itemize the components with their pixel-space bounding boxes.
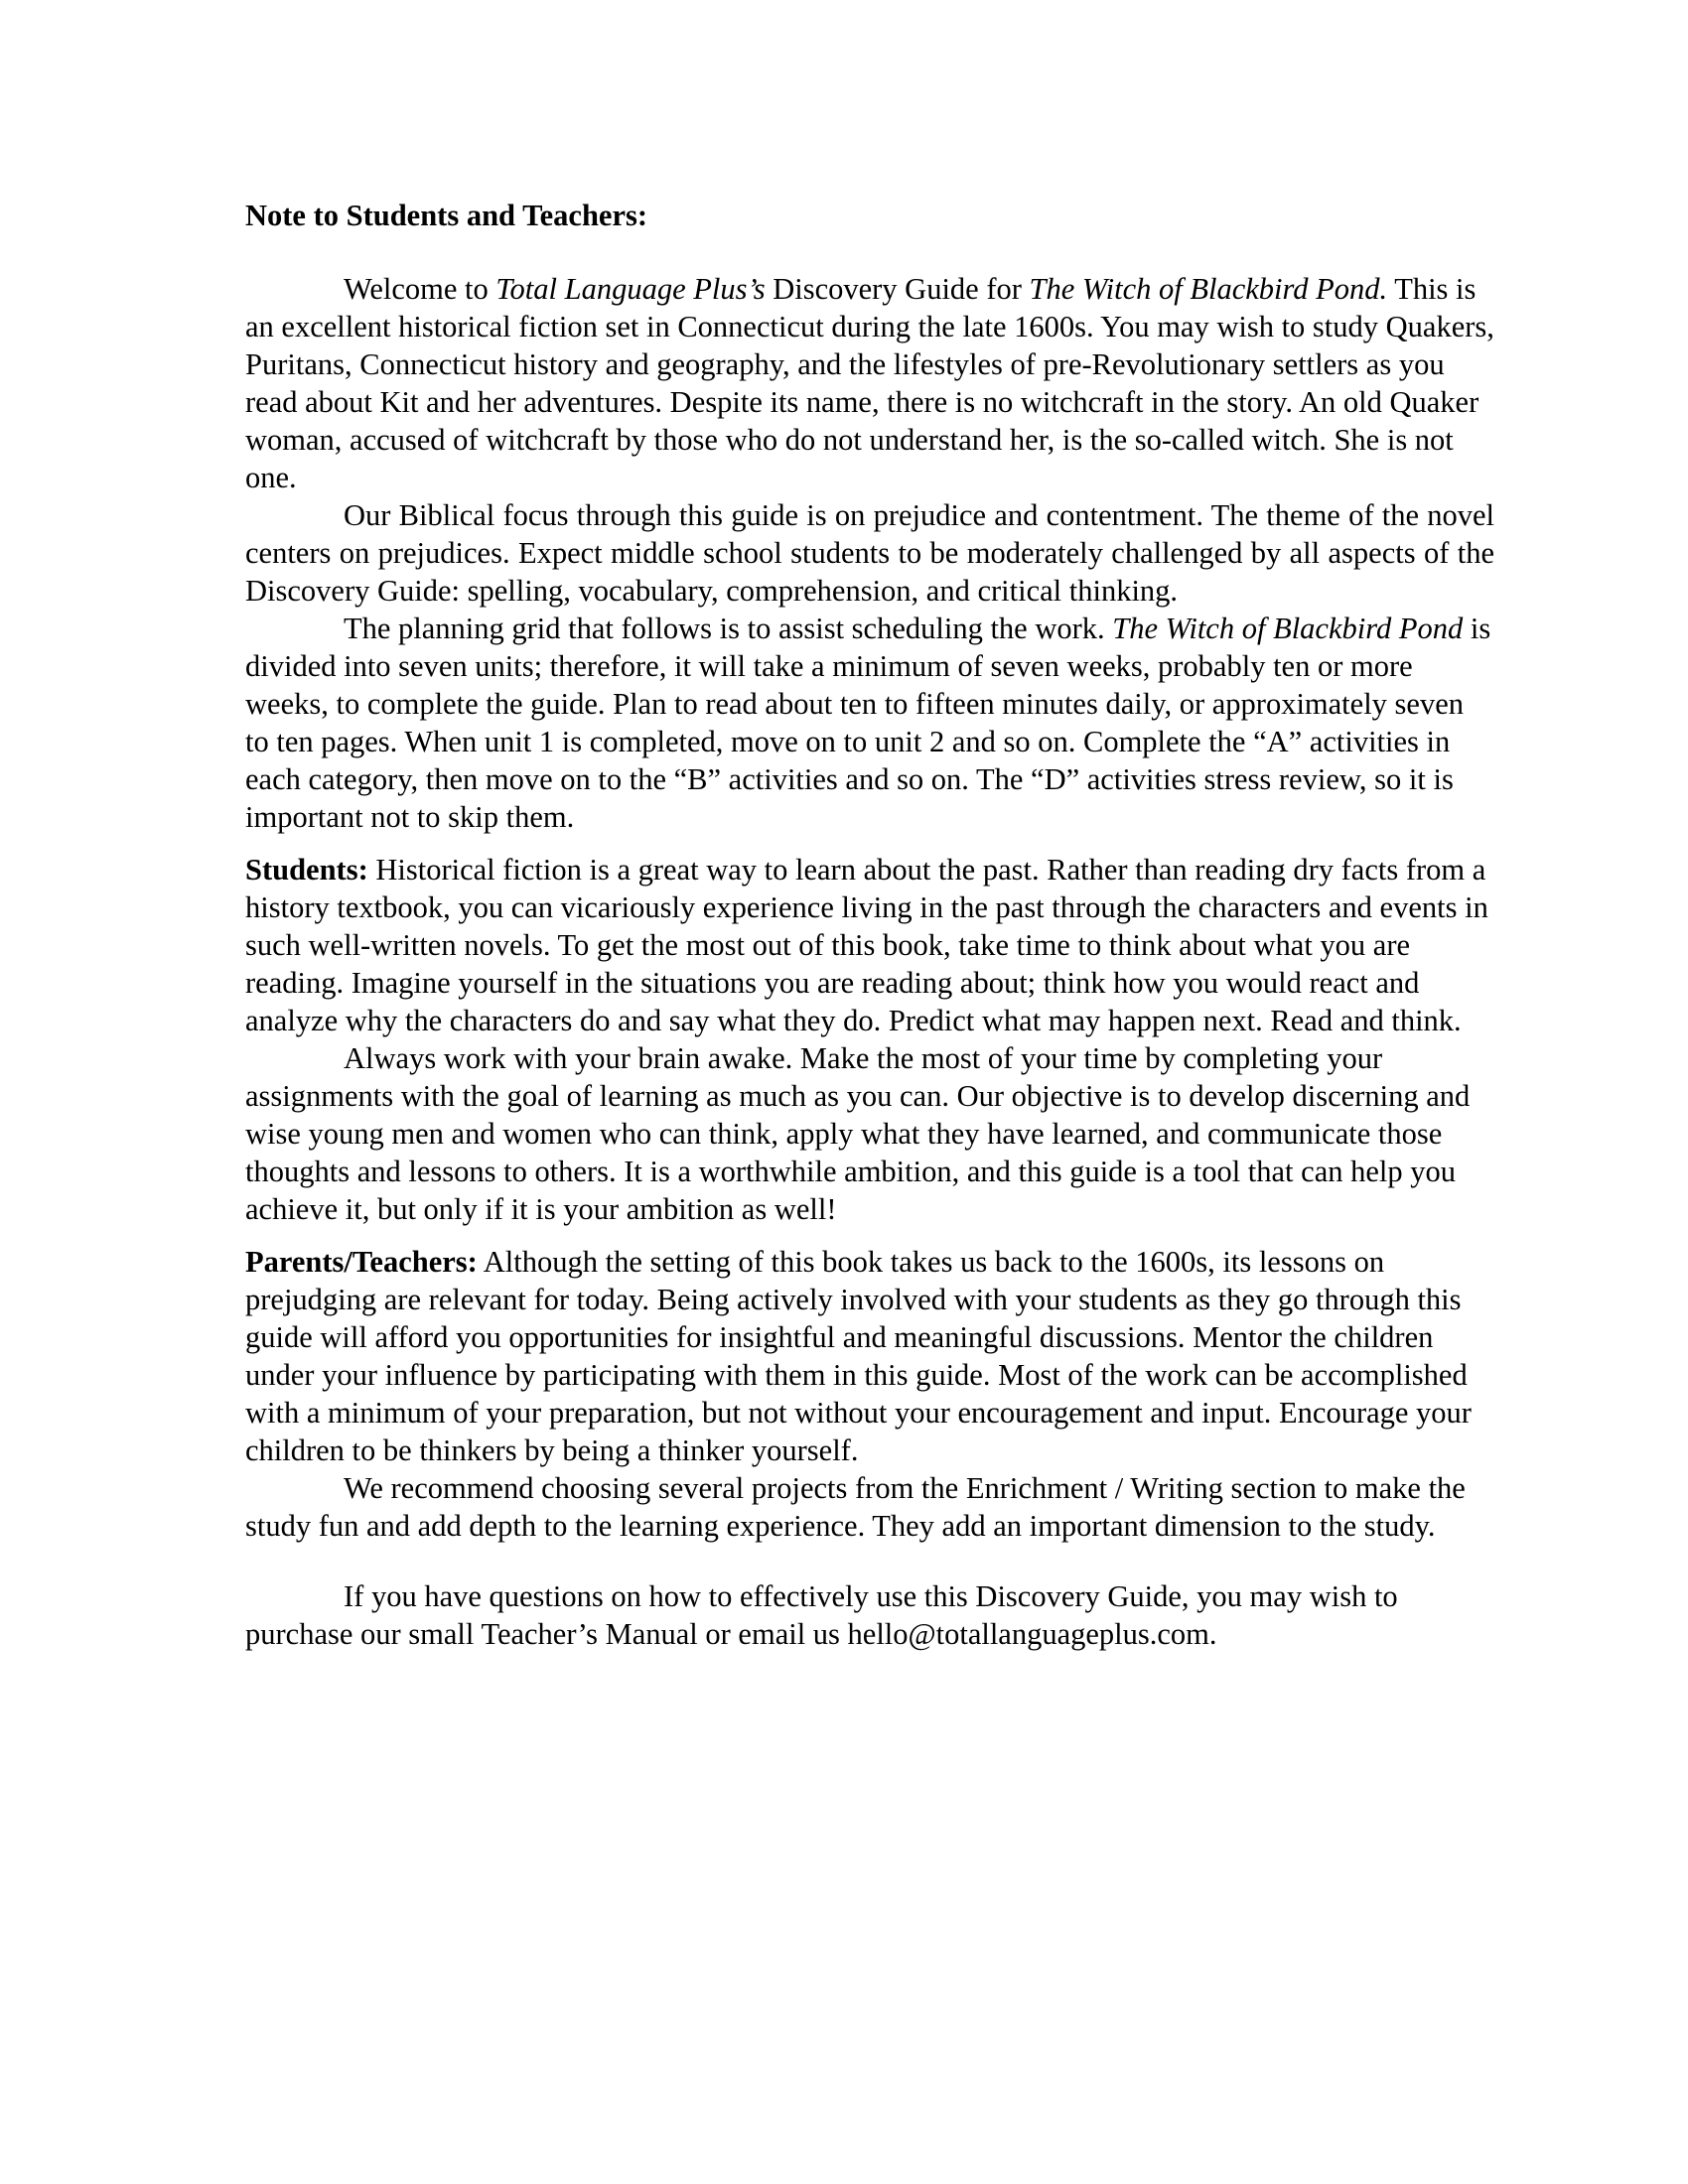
parents-paragraph bbox=[245, 1243, 1494, 1469]
students-paragraph bbox=[245, 851, 1494, 1039]
welcome-text-rest: This is an excellent historical fiction set in Connecticut during the late 1600s. You may wish to study Quakers, Puritans, Connecticut history and geography, and the lifestyles of pre-Revolutionary settlers as you read about Kit and her adventures. Despite its name, there is no witchcraft in the story. An old Quaker woman, accused of witchcraft by those who do not understand her, is the so-called witch. She is not one. bbox=[245, 272, 1494, 494]
students-text: Historical fiction is a great way to learn about the past. Rather than reading dry facts from a history textbook, you can vicariously experience living in the past through the characters and events in such well-written novels. To get the most out of this book, take time to think about what you are reading. Imagine yourself in the situations you are reading about; think how you would react and analyze why the characters do and say what they do. Predict what may happen next. Read and think. bbox=[245, 853, 1488, 1037]
questions-paragraph: If you have questions on how to effectively use this Discovery Guide, you may wish to purchase our small Teacher’s Manual or email us hello@totallanguageplus.com. bbox=[245, 1579, 1398, 1651]
welcome-paragraph bbox=[245, 270, 1494, 496]
parents-text: Although the setting of this book takes us back to the 1600s, its lessons on prejudging are relevant for today. Being actively involved with your students as they go through this guide will afford you opportunities for insightful and meaningful discussions. Mentor the children under your influence by participating with them in this guide. Most of the work can be accomplished with a minimum of your preparation, but not without your encouragement and input. Encourage your children to be thinkers by being a thinker yourself. bbox=[245, 1245, 1472, 1467]
planning-book-title: The Witch of Blackbird Pond bbox=[1112, 612, 1464, 645]
planning-paragraph bbox=[245, 610, 1494, 836]
publisher-name: Total Language Plus’s bbox=[495, 272, 766, 306]
biblical-focus-paragraph: Our Biblical focus through this guide is on prejudice and contentment. The theme of the novel centers on prejudices. Expect middle school students to be moderately challenged by all aspects of the Discovery Guide: spelling, vocabulary, comprehension, and critical thinking. bbox=[245, 498, 1494, 608]
planning-text-a: The planning grid that follows is to assist scheduling the work. bbox=[344, 612, 1113, 645]
brain-awake-paragraph: Always work with your brain awake. Make the most of your time by completing your assignments with the goal of learning as much as you can. Our objective is to develop discerning and wise young men and women who can think, apply what they have learned, and communicate those thoughts and lessons to others. It is a worthwhile ambition, and this guide is a tool that can help you achieve it, but only if it is your ambition as well! bbox=[245, 1041, 1471, 1226]
students-label: Students: bbox=[245, 853, 368, 887]
page-heading: Note to Students and Teachers: bbox=[245, 199, 648, 232]
parents-label: Parents/Teachers: bbox=[245, 1245, 478, 1279]
welcome-text-a: Welcome to bbox=[344, 272, 496, 306]
planning-text-b: is divided into seven units; therefore, it will take a minimum of seven weeks, probably ten or more weeks, to complete the guide. Plan to read about ten to fifteen minutes daily, or approximately seven to ten pages. When unit 1 is completed, move on to unit 2 and so on. Complete the “A” activities in each category, then move on to the “B” activities and so on. The “D” activities stress review, so it is important not to skip them. bbox=[245, 612, 1491, 834]
book-title: The Witch of Blackbird Pond. bbox=[1029, 272, 1388, 306]
recommend-paragraph: We recommend choosing several projects from the Enrichment / Writing section to make the study fun and add depth to the learning experience. They add an important dimension to the study. bbox=[245, 1471, 1466, 1543]
welcome-text-b: Discovery Guide for bbox=[765, 272, 1030, 306]
